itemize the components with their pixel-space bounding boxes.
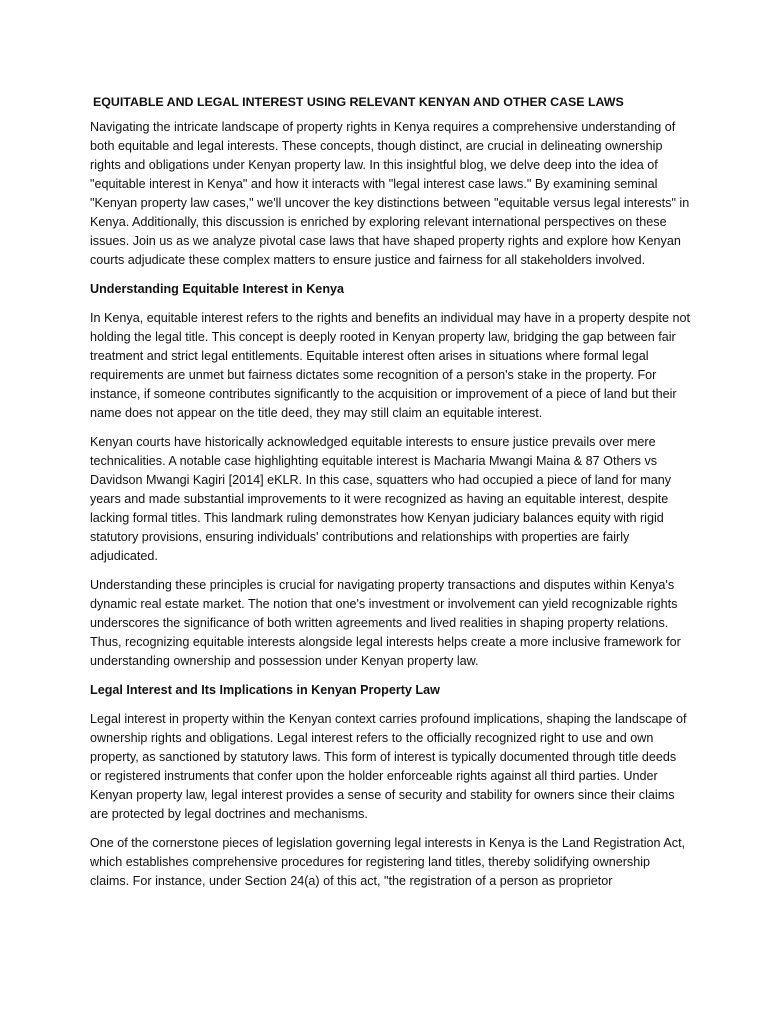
paragraph: Understanding these principles is crucial for navigating property transactions and disputes within Kenya's dynamic real estate market. The notion that one's investment or involvement can yield recognizable rights underscores the significance of both written agreements and lived realities in shaping property relations. Thus, recognizing equitable interests alongside legal interests helps create a more inclusive framework for understanding ownership and possession under Kenyan property law.	[90, 578, 681, 668]
section-heading-equitable-interest: Understanding Equitable Interest in Kenya	[90, 282, 345, 296]
paragraph: Kenyan courts have historically acknowledged equitable interests to ensure justice prevails over mere technicalities. A notable case highlighting equitable interest is Macharia Mwangi Maina & 87 Others vs Davidson Mwangi Kagiri [2014] eKLR. In this case, squatters who had occupied a piece of land for many years and made substantial improvements to it were recognized as having an equitable interest, despite lacking formal titles. This landmark ruling demonstrates how Kenyan judiciary balances equity with rigid statutory provisions, ensuring individuals' contributions and relationships with properties are fairly adjudicated.	[90, 435, 672, 563]
paragraph: Legal interest in property within the Kenyan context carries profound implications, shaping the landscape of ownership rights and obligations. Legal interest refers to the officially recognized right to use and own property, as sanctioned by statutory laws. This form of interest is typically documented through title deeds or registered instruments that confer upon the holder enforceable rights against all third parties. Under Kenyan property law, legal interest provides a sense of security and stability for owners since their claims are protected by legal doctrines and mechanisms.	[90, 712, 687, 821]
page-bottom-edge	[0, 1004, 768, 1024]
section-heading-legal-interest: Legal Interest and Its Implications in Kenyan Property Law	[90, 683, 440, 697]
document-title: EQUITABLE AND LEGAL INTEREST USING RELEVANT KENYAN AND OTHER CASE LAWS	[93, 95, 624, 109]
document-body	[90, 94, 690, 901]
intro-paragraph: Navigating the intricate landscape of property rights in Kenya requires a comprehensive understanding of both equitable and legal interests. These concepts, though distinct, are crucial in delineating ownership rights and obligations under Kenyan property law. In this insightful blog, we delve deep into the idea of "equitable interest in Kenya" and how it interacts with "legal interest case laws." By examining seminal "Kenyan property law cases," we'll uncover the key distinctions between "equitable versus legal interests" in Kenya. Additionally, this discussion is enriched by exploring relevant international perspectives on these issues. Join us as we analyze pivotal case laws that have shaped property rights and explore how Kenyan courts adjudicate these complex matters to ensure justice and fairness for all stakeholders involved.	[90, 120, 690, 267]
paragraph: In Kenya, equitable interest refers to the rights and benefits an individual may have in a property despite not holding the legal title. This concept is deeply rooted in Kenyan property law, bridging the gap between fair treatment and strict legal entitlements. Equitable interest often arises in situations where formal legal requirements are unmet but fairness dictates some recognition of a person's stake in the property. For instance, if someone contributes significantly to the acquisition or improvement of a piece of land but their name does not appear on the title deed, they may still claim an equitable interest.	[90, 311, 690, 420]
paragraph: One of the cornerstone pieces of legislation governing legal interests in Kenya is the Land Registration Act, which establishes comprehensive procedures for registering land titles, thereby solidifying ownership claims. For instance, under Section 24(a) of this act, "the registration of a person as proprietor	[90, 836, 686, 888]
